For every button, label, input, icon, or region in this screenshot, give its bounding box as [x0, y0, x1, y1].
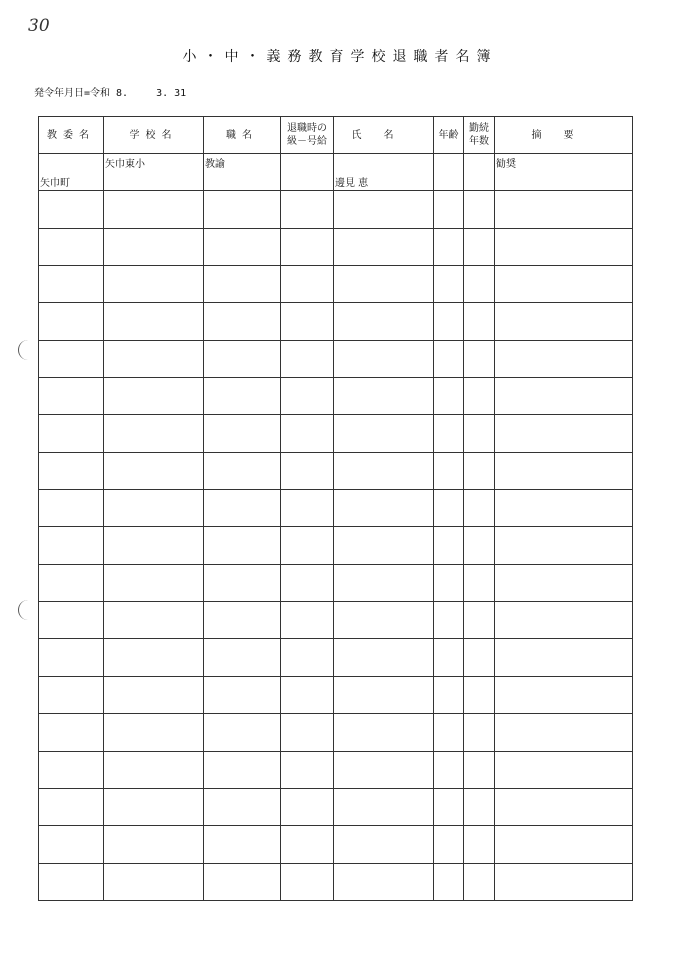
cell-board	[39, 602, 104, 639]
cell-position	[204, 676, 281, 713]
header-board: 教委名	[39, 117, 104, 154]
cell-position	[204, 415, 281, 452]
cell-name	[334, 527, 434, 564]
cell-position	[204, 527, 281, 564]
cell-school	[104, 452, 204, 489]
cell-grade	[281, 602, 334, 639]
cell-board	[39, 452, 104, 489]
issue-date-label: 発令年月日=令和 8.	[34, 88, 129, 99]
cell-name	[334, 602, 434, 639]
table-row	[39, 863, 633, 900]
cell-board	[39, 378, 104, 415]
cell-remarks	[495, 564, 633, 601]
binding-mark	[18, 600, 29, 620]
cell-grade	[281, 714, 334, 751]
cell-remarks	[495, 228, 633, 265]
table-row	[39, 788, 633, 825]
cell-years	[464, 676, 495, 713]
cell-grade	[281, 191, 334, 228]
cell-grade	[281, 751, 334, 788]
table-row	[39, 826, 633, 863]
cell-years	[464, 788, 495, 825]
cell-board	[39, 751, 104, 788]
name-value: 邊見 恵	[335, 177, 369, 189]
cell-name	[334, 266, 434, 303]
cell-school	[104, 751, 204, 788]
cell-name	[334, 228, 434, 265]
cell-position	[204, 751, 281, 788]
cell-years	[464, 415, 495, 452]
cell-board	[39, 303, 104, 340]
cell-years	[464, 714, 495, 751]
cell-remarks	[495, 676, 633, 713]
cell-grade	[281, 639, 334, 676]
cell-school	[104, 154, 204, 191]
cell-board	[39, 788, 104, 825]
board-value: 矢巾町	[40, 177, 70, 189]
cell-years	[464, 751, 495, 788]
cell-age	[434, 639, 464, 676]
cell-age	[434, 340, 464, 377]
cell-grade	[281, 378, 334, 415]
cell-school	[104, 863, 204, 900]
cell-remarks	[495, 154, 633, 191]
cell-remarks	[495, 340, 633, 377]
cell-school	[104, 266, 204, 303]
table-row	[39, 490, 633, 527]
cell-name	[334, 154, 434, 191]
cell-board	[39, 527, 104, 564]
cell-school	[104, 490, 204, 527]
cell-board	[39, 340, 104, 377]
cell-position	[204, 303, 281, 340]
cell-remarks	[495, 788, 633, 825]
cell-name	[334, 490, 434, 527]
cell-years	[464, 863, 495, 900]
header-remarks: 摘要	[495, 117, 633, 154]
cell-school	[104, 378, 204, 415]
cell-years	[464, 826, 495, 863]
issue-date-value: 3. 31	[156, 88, 187, 99]
header-name: 氏名	[334, 117, 434, 154]
cell-position	[204, 564, 281, 601]
cell-board	[39, 676, 104, 713]
cell-name	[334, 788, 434, 825]
table-row	[39, 266, 633, 303]
cell-age	[434, 788, 464, 825]
cell-age	[434, 863, 464, 900]
cell-years	[464, 527, 495, 564]
cell-age	[434, 564, 464, 601]
cell-position	[204, 154, 281, 191]
cell-name	[334, 191, 434, 228]
cell-name	[334, 676, 434, 713]
cell-position	[204, 639, 281, 676]
remarks-value: 勧奨	[496, 158, 516, 170]
cell-grade	[281, 415, 334, 452]
cell-age	[434, 154, 464, 191]
cell-board	[39, 564, 104, 601]
cell-position	[204, 490, 281, 527]
cell-age	[434, 751, 464, 788]
cell-remarks	[495, 452, 633, 489]
cell-grade	[281, 228, 334, 265]
cell-grade	[281, 154, 334, 191]
cell-age	[434, 826, 464, 863]
cell-position	[204, 863, 281, 900]
cell-remarks	[495, 863, 633, 900]
cell-remarks	[495, 490, 633, 527]
table-row	[39, 378, 633, 415]
cell-board	[39, 266, 104, 303]
cell-board	[39, 490, 104, 527]
table-row	[39, 191, 633, 228]
cell-board	[39, 154, 104, 191]
cell-years	[464, 154, 495, 191]
cell-position	[204, 714, 281, 751]
table-row	[39, 676, 633, 713]
cell-name	[334, 340, 434, 377]
cell-grade	[281, 826, 334, 863]
table-row	[39, 154, 633, 191]
cell-name	[334, 863, 434, 900]
table-row	[39, 303, 633, 340]
table-row	[39, 714, 633, 751]
cell-remarks	[495, 826, 633, 863]
cell-years	[464, 564, 495, 601]
cell-years	[464, 266, 495, 303]
cell-position	[204, 191, 281, 228]
cell-remarks	[495, 639, 633, 676]
cell-remarks	[495, 266, 633, 303]
header-position: 職名	[204, 117, 281, 154]
cell-school	[104, 415, 204, 452]
cell-board	[39, 714, 104, 751]
cell-school	[104, 564, 204, 601]
header-school: 学校名	[104, 117, 204, 154]
retirees-table	[38, 116, 633, 901]
table-row	[39, 228, 633, 265]
table-row	[39, 751, 633, 788]
cell-age	[434, 266, 464, 303]
table-row	[39, 527, 633, 564]
cell-remarks	[495, 527, 633, 564]
school-value: 矢巾東小	[105, 158, 145, 170]
cell-grade	[281, 340, 334, 377]
cell-name	[334, 452, 434, 489]
table-row	[39, 602, 633, 639]
header-age: 年齢	[434, 117, 464, 154]
cell-name	[334, 826, 434, 863]
cell-position	[204, 788, 281, 825]
cell-age	[434, 303, 464, 340]
cell-school	[104, 714, 204, 751]
cell-school	[104, 228, 204, 265]
cell-age	[434, 602, 464, 639]
cell-age	[434, 676, 464, 713]
cell-years	[464, 340, 495, 377]
cell-remarks	[495, 602, 633, 639]
cell-years	[464, 191, 495, 228]
cell-grade	[281, 676, 334, 713]
cell-age	[434, 452, 464, 489]
cell-grade	[281, 452, 334, 489]
table-row	[39, 452, 633, 489]
cell-grade	[281, 788, 334, 825]
cell-age	[434, 490, 464, 527]
cell-position	[204, 378, 281, 415]
cell-years	[464, 602, 495, 639]
cell-grade	[281, 303, 334, 340]
cell-position	[204, 826, 281, 863]
cell-position	[204, 228, 281, 265]
cell-school	[104, 303, 204, 340]
cell-board	[39, 639, 104, 676]
cell-years	[464, 452, 495, 489]
cell-years	[464, 228, 495, 265]
cell-name	[334, 378, 434, 415]
cell-name	[334, 714, 434, 751]
binding-mark	[18, 340, 29, 360]
table-row	[39, 564, 633, 601]
cell-board	[39, 191, 104, 228]
header-grade: 退職時の 級－号給	[281, 117, 334, 154]
issue-date	[34, 84, 186, 99]
cell-age	[434, 415, 464, 452]
cell-age	[434, 527, 464, 564]
cell-remarks	[495, 191, 633, 228]
cell-years	[464, 303, 495, 340]
cell-age	[434, 378, 464, 415]
cell-age	[434, 228, 464, 265]
table-row	[39, 639, 633, 676]
header-years: 勤続 年数	[464, 117, 495, 154]
cell-school	[104, 340, 204, 377]
cell-grade	[281, 527, 334, 564]
cell-position	[204, 602, 281, 639]
table-header-row	[39, 117, 633, 154]
document-title: 小・中・義務教育学校退職者名簿	[182, 49, 498, 65]
cell-board	[39, 826, 104, 863]
cell-school	[104, 826, 204, 863]
cell-position	[204, 452, 281, 489]
cell-school	[104, 788, 204, 825]
table-row	[39, 340, 633, 377]
cell-age	[434, 191, 464, 228]
cell-name	[334, 303, 434, 340]
cell-remarks	[495, 303, 633, 340]
cell-board	[39, 228, 104, 265]
cell-grade	[281, 490, 334, 527]
cell-board	[39, 863, 104, 900]
cell-grade	[281, 266, 334, 303]
cell-school	[104, 676, 204, 713]
cell-age	[434, 714, 464, 751]
cell-name	[334, 564, 434, 601]
cell-grade	[281, 863, 334, 900]
position-value: 教諭	[205, 158, 225, 170]
cell-years	[464, 490, 495, 527]
cell-remarks	[495, 714, 633, 751]
cell-name	[334, 751, 434, 788]
cell-position	[204, 266, 281, 303]
cell-school	[104, 602, 204, 639]
cell-grade	[281, 564, 334, 601]
cell-remarks	[495, 751, 633, 788]
cell-years	[464, 378, 495, 415]
cell-remarks	[495, 378, 633, 415]
cell-remarks	[495, 415, 633, 452]
cell-years	[464, 639, 495, 676]
cell-school	[104, 191, 204, 228]
page-number: 30	[28, 16, 50, 36]
cell-school	[104, 527, 204, 564]
cell-name	[334, 415, 434, 452]
cell-school	[104, 639, 204, 676]
table-row	[39, 415, 633, 452]
cell-board	[39, 415, 104, 452]
cell-name	[334, 639, 434, 676]
cell-position	[204, 340, 281, 377]
